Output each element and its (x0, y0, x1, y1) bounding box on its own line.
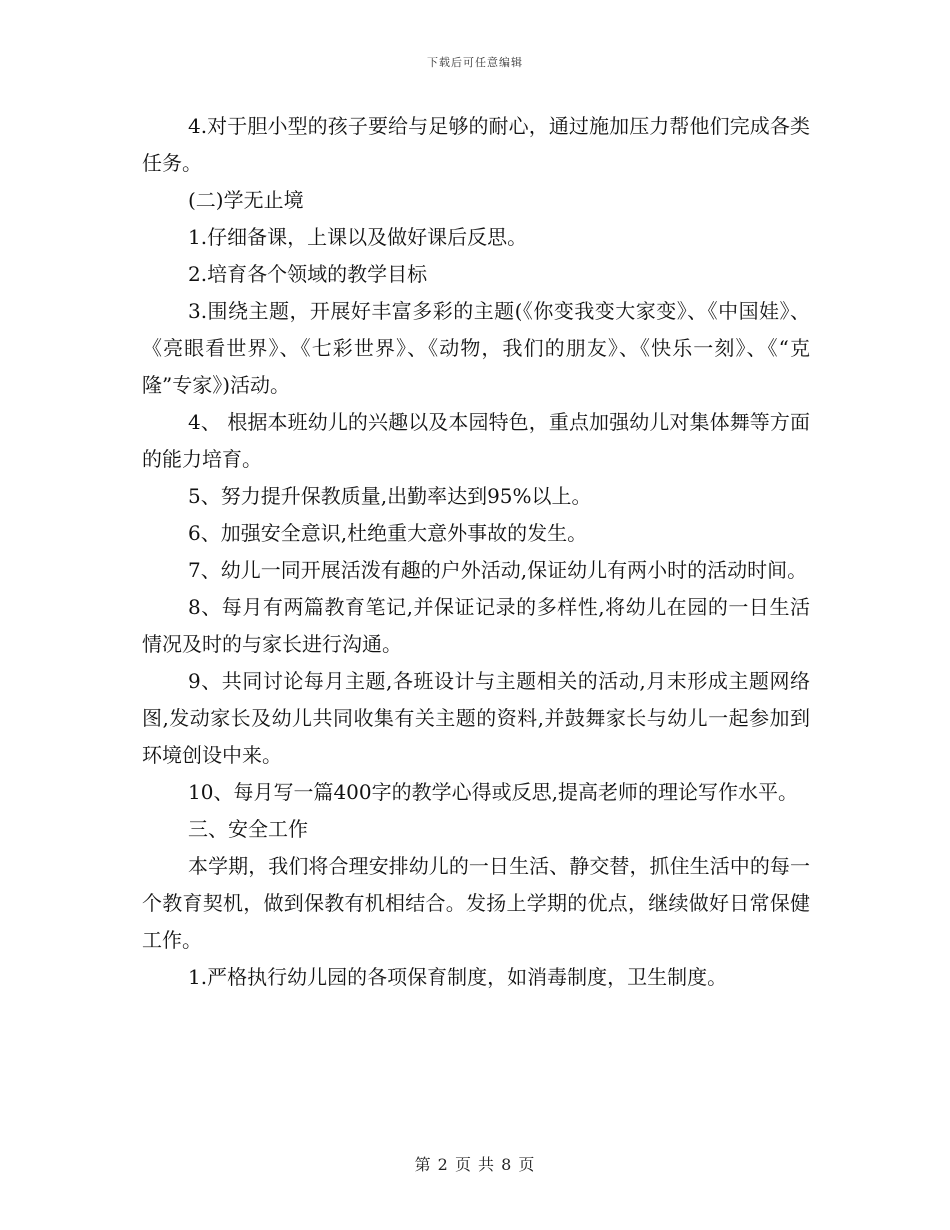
paragraph-safety-intro: 本学期，我们将合理安排幼儿的一日生活、静交替，抓住生活中的每一个教育契机，做到保教有机相结合。发扬上学期的优点，继续做好日常保健工作。 (142, 854, 810, 952)
paragraph-safety-item-1: 1.严格执行幼儿园的各项保育制度，如消毒制度，卫生制度。 (188, 965, 728, 989)
paragraph-item-1: 1.仔细备课，上课以及做好课后反思。 (188, 225, 528, 249)
section-heading-learning: (二)学无止境 (188, 188, 304, 212)
paragraph-item-7: 7、幼儿一同开展活泼有趣的户外活动,保证幼儿有两小时的活动时间。 (188, 558, 808, 582)
section-heading-safety: 三、安全工作 (188, 817, 308, 841)
paragraph-item-5: 5、努力提升保教质量,出勤率达到95%以上。 (188, 484, 592, 508)
document-body (142, 108, 810, 996)
page-number: 第 2 页 共 8 页 (414, 1155, 536, 1174)
paragraph-item-4b: 4、 根据本班幼儿的兴趣以及本园特色，重点加强幼儿对集体舞等方面的能力培育。 (142, 410, 810, 471)
paragraph-item-8: 8、每月有两篇教育笔记,并保证记录的多样性,将幼儿在园的一日生活情况及时的与家长进行沟通。 (142, 595, 810, 656)
page-header-watermark: 下载后可任意编辑 (427, 56, 523, 69)
paragraph-item-4: 4.对于胆小型的孩子要给与足够的耐心，通过施加压力帮他们完成各类任务。 (142, 114, 810, 175)
paragraph-item-2: 2.培育各个领域的教学目标 (188, 262, 428, 286)
paragraph-item-10: 10、每月写一篇400字的教学心得或反思,提高老师的理论写作水平。 (188, 780, 798, 804)
paragraph-item-6: 6、加强安全意识,杜绝重大意外事故的发生。 (188, 521, 588, 545)
paragraph-item-9: 9、共同讨论每月主题,各班设计与主题相关的活动,月末形成主题网络图,发动家长及幼儿共同收集有关主题的资料,并鼓舞家长与幼儿一起参加到环境创设中来。 (142, 669, 810, 767)
paragraph-item-3: 3.围绕主题，开展好丰富多彩的主题(《你变我变大家变》、《中国娃》、《亮眼看世界》、《七彩世界》、《动物，我们的朋友》、《快乐一刻》、《“克隆”专家》)活动。 (142, 299, 810, 397)
